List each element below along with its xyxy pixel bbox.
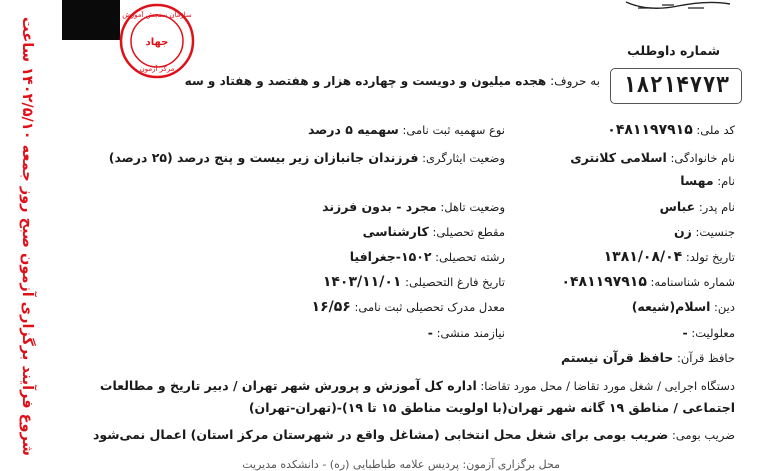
religion-field xyxy=(632,299,735,314)
id-number-value: ۰۴۸۱۱۹۷۹۱۵ xyxy=(561,274,647,290)
first-name-value: مهسا xyxy=(680,173,714,188)
veteran-status-label: وضعیت ایثارگری: xyxy=(422,151,505,165)
job-location-field xyxy=(45,375,735,419)
id-number-label: شماره شناسنامه: xyxy=(650,275,735,289)
native-coefficient-field xyxy=(93,427,735,442)
disability-value: - xyxy=(682,325,688,340)
national-code-label: کد ملی: xyxy=(696,123,735,137)
quota-type-label: نوع سهمیه ثبت نامی: xyxy=(402,123,505,137)
birth-date-label: تاریخ تولد: xyxy=(685,250,735,264)
gpa-label: معدل مدرک تحصیلی ثبت نامی: xyxy=(354,300,505,314)
native-coefficient-label: ضریب بومی: xyxy=(671,428,735,442)
gpa-value: ۱۶/۵۶ xyxy=(311,299,351,315)
words-label: به حروف: xyxy=(550,74,600,88)
quran-field xyxy=(561,350,735,365)
disability-field xyxy=(683,325,735,340)
gender-field xyxy=(674,224,735,239)
words-value: هجده میلیون و دویست و چهارده هزار و هفتصد و هفتاد و سه xyxy=(184,74,547,88)
stamp-bottom-text: مرکز آزمون xyxy=(139,65,175,73)
secretary-field xyxy=(428,325,505,340)
quota-type-value: سهمیه ۵ درصد xyxy=(307,122,399,137)
id-number-field xyxy=(561,274,735,290)
first-name-label: نام: xyxy=(717,174,735,188)
marital-status-field xyxy=(322,199,505,214)
secretary-label: نیازمند منشی: xyxy=(436,326,505,340)
stamp-outer-text: سازمان سنجش آموزش xyxy=(122,11,192,19)
father-name-value: عباس xyxy=(659,199,696,214)
marital-status-label: وضعیت تاهل: xyxy=(440,200,505,214)
quota-type-field xyxy=(308,122,505,137)
national-code-field xyxy=(607,122,735,138)
veteran-status-field xyxy=(109,150,505,165)
official-stamp xyxy=(118,2,196,80)
religion-value: اسلام(شیعه) xyxy=(631,299,711,314)
graduation-date-field xyxy=(323,274,505,290)
father-name-field xyxy=(660,199,735,214)
gender-label: جنسیت: xyxy=(695,225,735,239)
national-code-value: ۰۴۸۱۱۹۷۹۱۵ xyxy=(607,122,693,138)
degree-field xyxy=(363,224,505,239)
applicant-photo xyxy=(62,0,120,40)
father-name-label: نام پدر: xyxy=(698,200,735,214)
degree-label: مقطع تحصیلی: xyxy=(432,225,505,239)
last-name-field xyxy=(570,150,735,165)
job-location-label: دستگاه اجرایی / شغل مورد تقاضا / محل مورد تقاضا: xyxy=(480,379,735,393)
graduation-date-label: تاریخ فارغ التحصیلی: xyxy=(405,275,505,289)
first-name-field xyxy=(680,173,735,188)
degree-value: کارشناسی xyxy=(362,224,429,239)
applicant-number: ۱۸۲۱۴۷۷۳ xyxy=(610,68,742,104)
birth-date-value: ۱۳۸۱/۰۸/۰۴ xyxy=(603,249,683,265)
stamp-center-text: جهاد xyxy=(145,37,169,48)
exam-start-banner-text: شروع فرآیند برگزاری آزمون صبح روز جمعه ۱۴۰۲/۵/۱۰ ساعت xyxy=(19,16,35,456)
religion-label: دین: xyxy=(714,300,735,314)
graduation-date-value: ۱۴۰۳/۱۱/۰۱ xyxy=(322,274,402,290)
applicant-number-in-words xyxy=(185,74,600,88)
secretary-value: - xyxy=(427,325,433,340)
quran-label: حافظ قرآن: xyxy=(676,351,735,365)
veteran-status-value: فرزندان جانبازان زیر بیست و پنج درصد (۲۵ درصد) xyxy=(108,150,419,165)
marital-status-value: مجرد - بدون فرزند xyxy=(322,199,437,214)
gender-value: زن xyxy=(673,224,692,239)
native-coefficient-value: ضریب بومی برای شغل محل انتخابی (مشاغل واقع در شهرستان مرکز استان) اعمال نمی‌شود xyxy=(92,427,669,442)
exam-location-partial: محل برگزاری آزمون: پردیس علامه طباطبایی (ره) - دانشکده مدیریت xyxy=(242,458,560,471)
quran-value: حافظ قرآن نیستم xyxy=(560,350,674,365)
last-name-value: اسلامی کلانتری xyxy=(570,150,667,165)
job-location-value: اداره کل آموزش و پرورش شهر تهران / دبیر تاریخ و مطالعات اجتماعی / مناطق ۱۹ گانه شهر تهران(با اولویت مناطق ۱۵ تا ۱۹)-(تهران-تهران) xyxy=(99,378,735,415)
major-value: ۱۵۰۲-جغرافیا xyxy=(349,249,432,264)
gpa-field xyxy=(312,299,505,315)
applicant-number-label: شماره داوطلب xyxy=(627,43,720,58)
organization-logo xyxy=(618,0,738,12)
birth-date-field xyxy=(604,249,735,265)
disability-label: معلولیت: xyxy=(691,326,735,340)
major-label: رشته تحصیلی: xyxy=(435,250,505,264)
last-name-label: نام خانوادگی: xyxy=(670,151,735,165)
major-field xyxy=(350,249,505,264)
